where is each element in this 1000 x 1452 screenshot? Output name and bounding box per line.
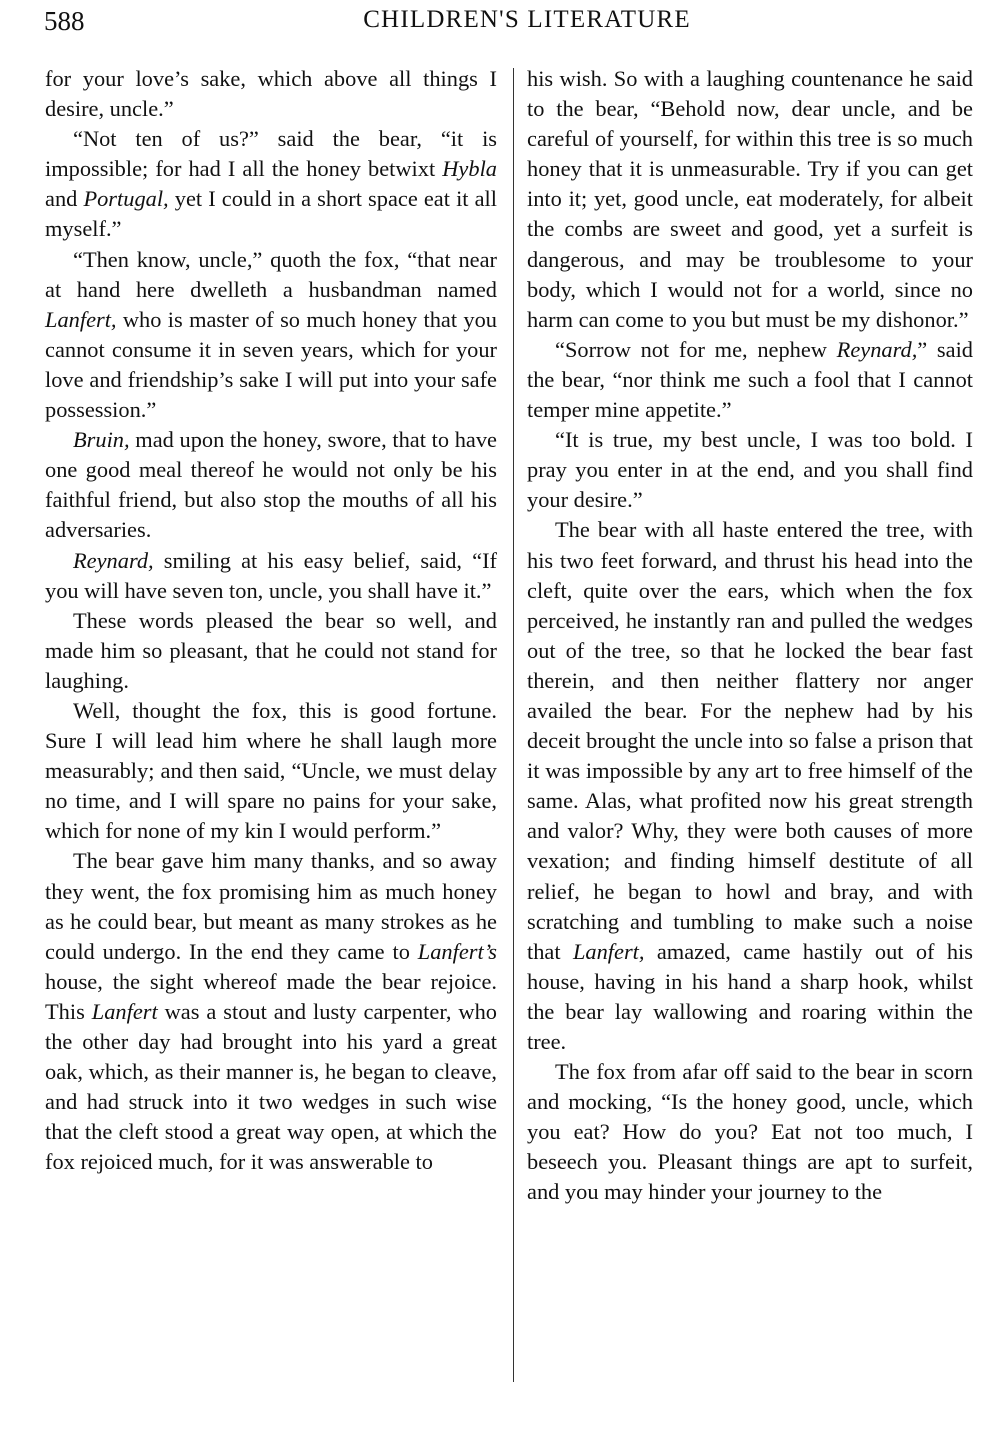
italic-name: Lanfert’s (417, 938, 497, 964)
paragraph (527, 335, 973, 425)
paragraph (527, 425, 973, 515)
paragraph (45, 64, 497, 124)
text-run: for your love’s sake, which above all things I desire, uncle.” (45, 66, 497, 122)
text-run: “Then know, uncle,” quoth the fox, “that near at hand here dwelleth a husbandman named (45, 246, 497, 302)
italic-name: Reynard, (73, 547, 154, 573)
text-run: Well, thought the fox, this is good fortune. Sure I will lead him where he shall laugh more measurably; and then said, “Uncle, we must delay no time, and I will spare no pains for your sake, which for none of my kin I would perform.” (45, 697, 497, 844)
text-run: smiling at his easy belief, said, “If you will have seven ton, uncle, you shall have it.” (45, 547, 497, 603)
text-run: yet I could in a short space eat it all myself.” (45, 186, 497, 242)
paragraph (45, 124, 497, 244)
text-run: The fox from afar off said to the bear in scorn and mocking, “Is the honey good, uncle, which you eat? How do you? Eat not too much, I beseech you. Pleasant things are apt to surfeit, and you may hinder your journey to the (527, 1059, 973, 1205)
text-run: “Not ten of us?” said the bear, “it is impossible; for had I all the honey betwixt (45, 126, 497, 182)
running-title: CHILDREN'S LITERATURE (363, 6, 691, 33)
paragraph (45, 696, 497, 846)
italic-name: Lanfert, (45, 306, 117, 332)
text-run: his wish. So with a laughing countenance he said to the bear, “Behold now, dear uncle, and be careful of yourself, for within this tree is so much honey that it is unmeasurable. Try if you can get into it; yet, good uncle, eat moderately, for albeit the combs are sweet and good, yet a surfeit is dangerous, and may be troublesome to your body, which I would not for a world, since no harm can come to you but must be my dishonor.” (527, 66, 973, 332)
text-run: ” said the bear, “nor think me such a fool that I cannot temper mine appetite.” (527, 336, 974, 423)
italic-name: Reynard, (836, 336, 918, 362)
paragraph (45, 425, 497, 545)
paragraph (527, 64, 973, 335)
text-run: and (45, 186, 84, 212)
text-run: amazed, came hastily out of his house, having in his hand a sharp hook, whilst the bear lay wallowing and roaring within the tree. (527, 938, 973, 1054)
paragraph (45, 546, 497, 606)
left-column (45, 64, 497, 1177)
text-run: who is master of so much honey that you cannot consume it in seven years, which for your love and friendship’s sake I will put into your safe possession.” (45, 306, 497, 423)
italic-name: Hybla (442, 156, 497, 182)
italic-name: Portugal, (83, 186, 169, 212)
italic-name: Bruin, (73, 427, 130, 453)
text-run: These words pleased the bear so well, and made him so pleasant, that he could not stand for laughing. (45, 607, 497, 693)
paragraph (45, 245, 497, 426)
page-number: 588 (44, 6, 85, 36)
text-run: was a stout and lusty carpenter, who the other day had brought into his yard a great oak, which, as their manner is, he began to cleave, and had struck into it two wedges in such wise that the cleft stood a great way open, at which the fox rejoiced much, for it was answerable to (45, 998, 497, 1175)
paragraph (527, 1057, 973, 1207)
paragraph (45, 606, 497, 696)
text-run: “It is true, my best uncle, I was too bold. I pray you enter in at the end, and you shall find your desire.” (527, 427, 973, 513)
text-run: The bear with all haste entered the tree, with his two feet forward, and thrust his head into the cleft, quite over the ears, which when the fox perceived, he instantly ran and pulled the wedges out of the tree, so that he locked the bear fast therein, and then neither flattery nor anger availed the bear. For the nephew had by his deceit brought the uncle into so false a prison that it was impossible by any art to free himself of the same. Alas, what profited now his great strength and valor? Why, they were both causes of more vexation; and finding himself destitute of all relief, he began to howl and bray, and with scratching and tumbling to make such a noise that (527, 517, 973, 964)
text-run: mad upon the honey, swore, that to have one good meal thereof he would not only be his faithful friend, but also stop the mouths of all his adversaries. (45, 427, 497, 543)
right-column (527, 64, 973, 1208)
paragraph (527, 515, 973, 1057)
italic-name: Lanfert (91, 998, 158, 1024)
page-header (44, 4, 970, 40)
text-run: The bear gave him many thanks, and so away they went, the fox promising him as much honey as he could bear, but meant as many strokes as he could undergo. In the end they came to (45, 848, 497, 964)
column-divider (513, 68, 514, 1382)
text-run: house, the sight whereof made the bear rejoice. This (45, 968, 497, 1024)
text-run: “Sorrow not for me, nephew (555, 336, 837, 362)
paragraph (45, 846, 497, 1177)
italic-name: Lanfert, (572, 938, 645, 964)
